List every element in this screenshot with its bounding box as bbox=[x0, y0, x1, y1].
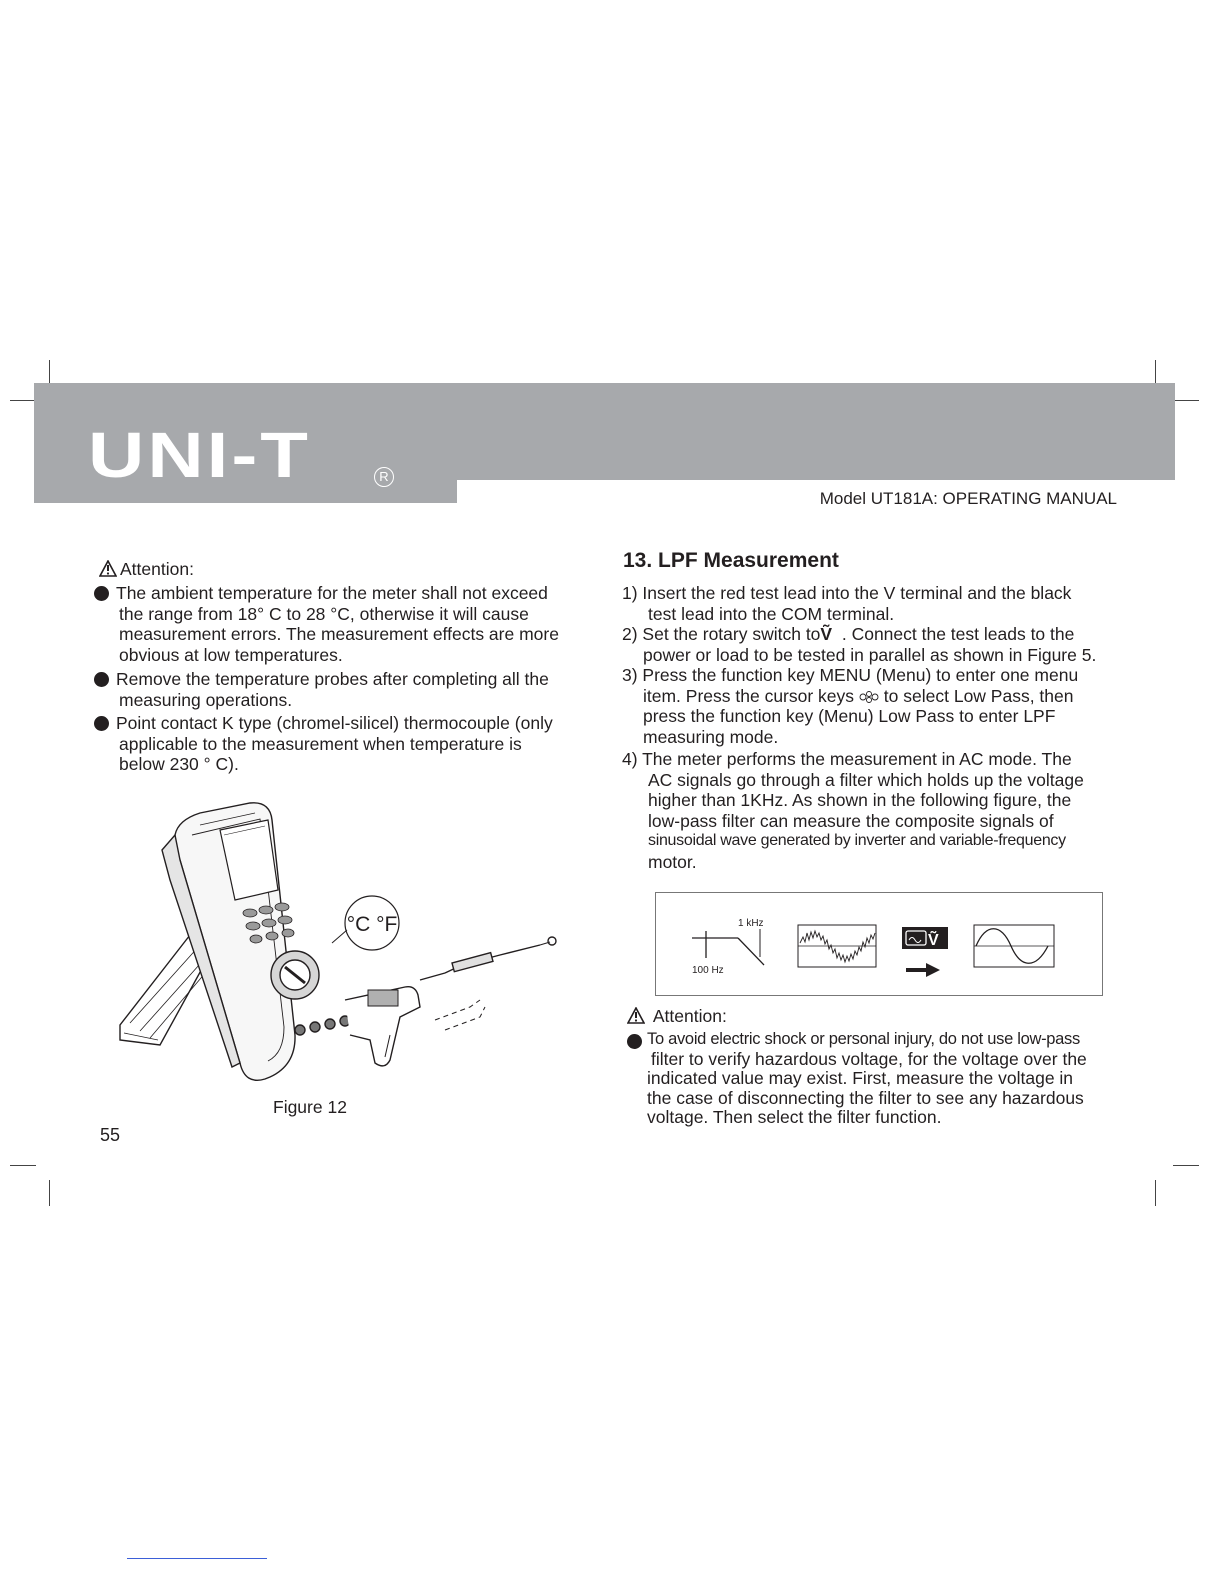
text-line: below 230 ° C). bbox=[119, 754, 239, 774]
text-line: motor. bbox=[648, 851, 697, 872]
mode-symbol: Ṽ bbox=[928, 932, 939, 949]
manual-title: Model UT181A: OPERATING MANUAL bbox=[819, 489, 1117, 508]
unit-label: °C °F bbox=[346, 913, 398, 936]
registered-mark: R bbox=[374, 467, 394, 487]
text-line: sinusoidal wave generated by inverter and variable-frequency bbox=[648, 832, 1066, 849]
attention-heading-right bbox=[627, 1006, 727, 1027]
crop-mark-bottom-left-h bbox=[10, 1165, 36, 1166]
bullet-remove-probes bbox=[116, 669, 549, 710]
text-line: measuring mode. bbox=[643, 726, 779, 747]
multimeter-illustration bbox=[100, 795, 570, 1085]
bullet-icon bbox=[627, 1034, 642, 1049]
lpf-diagram-svg bbox=[656, 893, 1102, 995]
text-line: measuring operations. bbox=[119, 689, 293, 710]
crop-mark-top-left bbox=[49, 360, 50, 383]
text-segment: 2) Set the rotary switch to bbox=[622, 624, 821, 644]
crop-mark-bottom-left bbox=[49, 1180, 50, 1206]
text-segment: . Connect the test leads to the bbox=[841, 624, 1075, 644]
text-line: test lead into the COM terminal. bbox=[648, 603, 895, 624]
crop-mark-bottom-right bbox=[1155, 1180, 1156, 1206]
step-3 bbox=[622, 665, 1078, 747]
text-line: AC signals go through a filter which holds up the voltage bbox=[648, 769, 1084, 790]
footer-link-underline[interactable] bbox=[127, 1558, 267, 1559]
text-line: press the function key (Menu) Low Pass to enter LPF bbox=[643, 706, 1056, 726]
text-line: To avoid electric shock or personal injury, do not use low-pass bbox=[647, 1030, 1080, 1048]
warning-triangle-icon bbox=[627, 1007, 645, 1024]
text-line: measurement errors. The measurement effects are more bbox=[119, 624, 559, 644]
attention-heading-left bbox=[99, 559, 194, 580]
step-1 bbox=[622, 583, 1071, 624]
text-line: the case of disconnecting the filter to see any hazardous bbox=[647, 1087, 1084, 1108]
crop-mark-bottom-right-h bbox=[1173, 1165, 1199, 1166]
section-heading: 13. LPF Measurement bbox=[623, 549, 839, 572]
bullet-thermocouple bbox=[116, 713, 553, 775]
text-line: 4) The meter performs the measurement in AC mode. The bbox=[622, 749, 1072, 769]
text-line: power or load to be tested in parallel as shown in Figure 5. bbox=[643, 644, 1097, 665]
text-line: the range from 18° C to 28 °C, otherwise it will cause bbox=[119, 603, 529, 624]
text-line: obvious at low temperatures. bbox=[119, 644, 343, 665]
cutoff-label: 1 kHz bbox=[738, 918, 764, 929]
ac-voltage-icon: Ṽ bbox=[820, 624, 833, 644]
crop-mark-top-right bbox=[1155, 360, 1156, 383]
text-segment: item. Press the cursor keys bbox=[643, 685, 855, 706]
warning-triangle-icon bbox=[99, 560, 117, 577]
text-line: Point contact K type (chromel-silicel) thermocouple (only bbox=[116, 713, 553, 733]
figure-caption: Figure 12 bbox=[273, 1097, 347, 1117]
bullet-icon bbox=[94, 586, 109, 601]
bullet-ambient-temperature bbox=[116, 583, 559, 665]
warning-paragraph bbox=[647, 1030, 1087, 1128]
bullet-icon bbox=[94, 672, 109, 687]
page-number: 55 bbox=[100, 1125, 121, 1145]
step-4 bbox=[622, 749, 1084, 872]
attention-label: Attention: bbox=[120, 559, 194, 579]
text-line: low-pass filter can measure the composite signals of bbox=[648, 810, 1054, 831]
text-line: applicable to the measurement when temperature is bbox=[119, 733, 522, 754]
text-line: 1) Insert the red test lead into the V terminal and the black bbox=[622, 583, 1072, 603]
text-line: filter to verify hazardous voltage, for the voltage over the bbox=[651, 1048, 1087, 1069]
crop-mark-top-right-h bbox=[1175, 400, 1199, 401]
text-line: The ambient temperature for the meter shall not exceed bbox=[116, 583, 548, 603]
bullet-icon bbox=[94, 716, 109, 731]
start-frequency-label: 100 Hz bbox=[692, 965, 724, 976]
text-line: voltage. Then select the filter function. bbox=[647, 1107, 942, 1127]
brand-logo: UNI-T bbox=[88, 418, 311, 492]
text-line bbox=[622, 624, 1096, 645]
cursor-keys-icon bbox=[859, 691, 879, 703]
text-line: higher than 1KHz. As shown in the following figure, the bbox=[648, 790, 1072, 810]
crop-mark-top-left-h bbox=[10, 400, 34, 401]
text-line: 3) Press the function key MENU (Menu) to enter one menu bbox=[622, 665, 1079, 685]
text-line: indicated value may exist. First, measure the voltage in bbox=[647, 1068, 1074, 1088]
step-2 bbox=[622, 624, 1096, 665]
attention-label: Attention: bbox=[652, 1006, 727, 1026]
text-segment: to select Low Pass, then bbox=[883, 685, 1074, 706]
lpf-diagram bbox=[655, 892, 1103, 996]
text-line: Remove the temperature probes after completing all the bbox=[116, 669, 549, 689]
text-line bbox=[622, 686, 1078, 707]
